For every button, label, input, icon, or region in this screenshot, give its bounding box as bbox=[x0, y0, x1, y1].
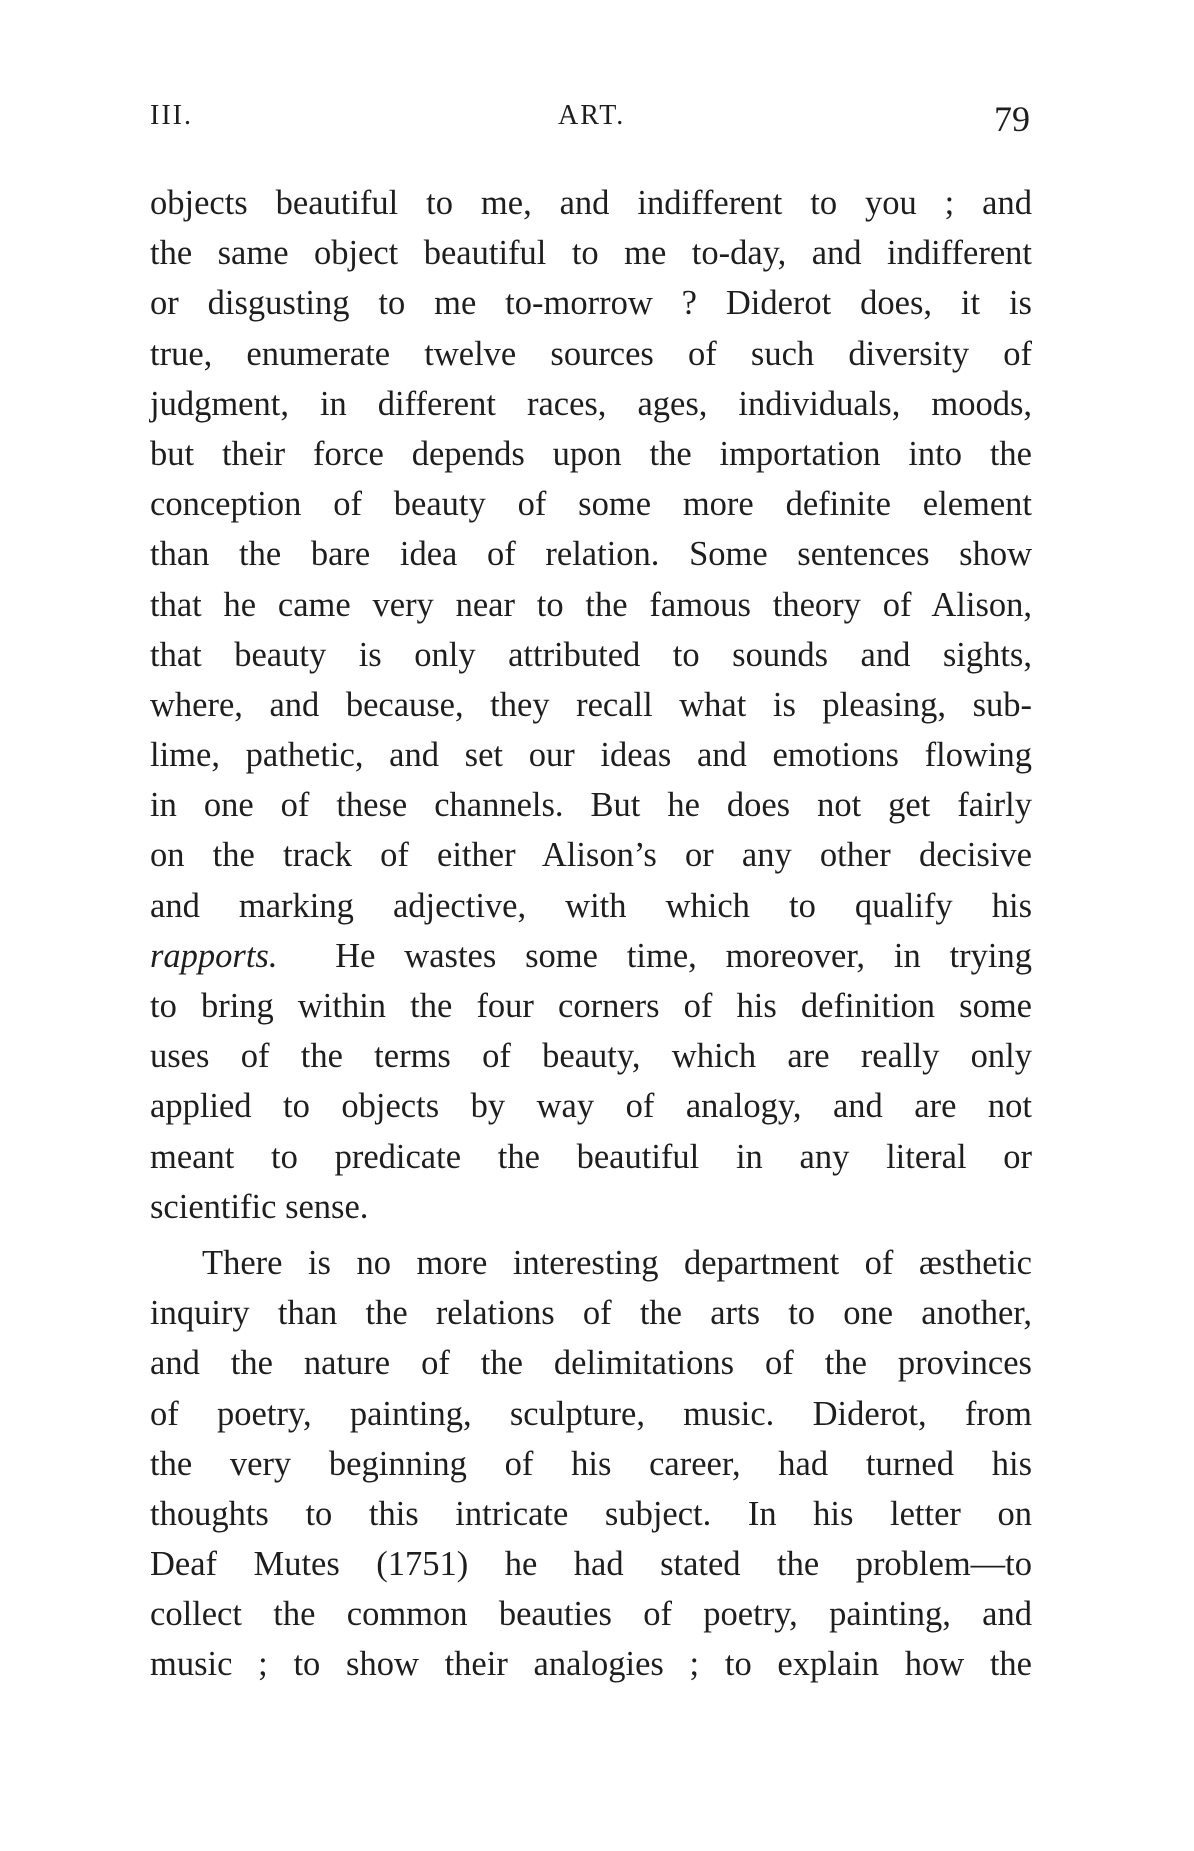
text-line: where, and because, they recall what is pleasing, sub- bbox=[150, 685, 1032, 724]
text-line: lime, pathetic, and set our ideas and emotions flowing bbox=[150, 736, 1032, 775]
text-line: applied to objects by way of analogy, and are not bbox=[150, 1087, 1032, 1126]
text-line: Deaf Mutes (1751) he had stated the problem—to bbox=[150, 1545, 1032, 1584]
text-line: thoughts to this intricate subject. In his letter on bbox=[150, 1494, 1032, 1533]
text-line: or disgusting to me to-morrow ? Diderot does, it is bbox=[150, 284, 1032, 323]
paragraph-2 bbox=[150, 1238, 1032, 1690]
text-line: inquiry than the relations of the arts to one another, bbox=[150, 1294, 1032, 1333]
text-line: judgment, in different races, ages, individuals, moods, bbox=[150, 384, 1032, 423]
text-line: scientific sense. bbox=[150, 1187, 369, 1226]
text-line: the very beginning of his career, had turned his bbox=[150, 1444, 1032, 1483]
text-line: than the bare idea of relation. Some sentences show bbox=[150, 535, 1032, 574]
italic-word: rapports. bbox=[150, 936, 278, 975]
text-line: and marking adjective, with which to qualify his bbox=[150, 886, 1032, 925]
text-line: that beauty is only attributed to sounds and sights, bbox=[150, 635, 1032, 674]
text-line: uses of the terms of beauty, which are really only bbox=[150, 1037, 1032, 1076]
paragraph-1 bbox=[150, 178, 1032, 1232]
text-line: but their force depends upon the importation into the bbox=[150, 434, 1032, 473]
chapter-number: III. bbox=[150, 100, 193, 131]
running-title: ART. bbox=[558, 100, 626, 131]
running-header bbox=[150, 100, 1030, 140]
text-line: music ; to show their analogies ; to explain how the bbox=[150, 1645, 1032, 1684]
text-line: on the track of either Alison’s or any other decisive bbox=[150, 836, 1032, 875]
text-line: of poetry, painting, sculpture, music. Diderot, from bbox=[150, 1394, 1032, 1433]
text-line: objects beautiful to me, and indifferent to you ; and bbox=[150, 184, 1032, 222]
page-number: 79 bbox=[994, 99, 1030, 139]
text-line: the same object beautiful to me to-day, and indifferent bbox=[150, 234, 1032, 273]
text-line: conception of beauty of some more definite element bbox=[150, 485, 1032, 524]
text-line-with-italic bbox=[150, 931, 1032, 981]
text-line: to bring within the four corners of his definition some bbox=[150, 987, 1032, 1025]
text-line: meant to predicate the beautiful in any literal or bbox=[150, 1137, 1032, 1176]
text-line: collect the common beauties of poetry, painting, and bbox=[150, 1595, 1032, 1634]
text-line: and the nature of the delimitations of the provinces bbox=[150, 1344, 1032, 1383]
text-line-rest: He wastes some time, moreover, in trying bbox=[335, 936, 1033, 975]
text-line: in one of these channels. But he does not get fairly bbox=[150, 786, 1032, 825]
text-line: There is no more interesting department of æsthetic bbox=[202, 1243, 1032, 1282]
text-line: that he came very near to the famous theory of Alison, bbox=[150, 585, 1032, 624]
text-line: true, enumerate twelve sources of such diversity of bbox=[150, 334, 1032, 373]
body-text bbox=[150, 178, 1032, 1690]
